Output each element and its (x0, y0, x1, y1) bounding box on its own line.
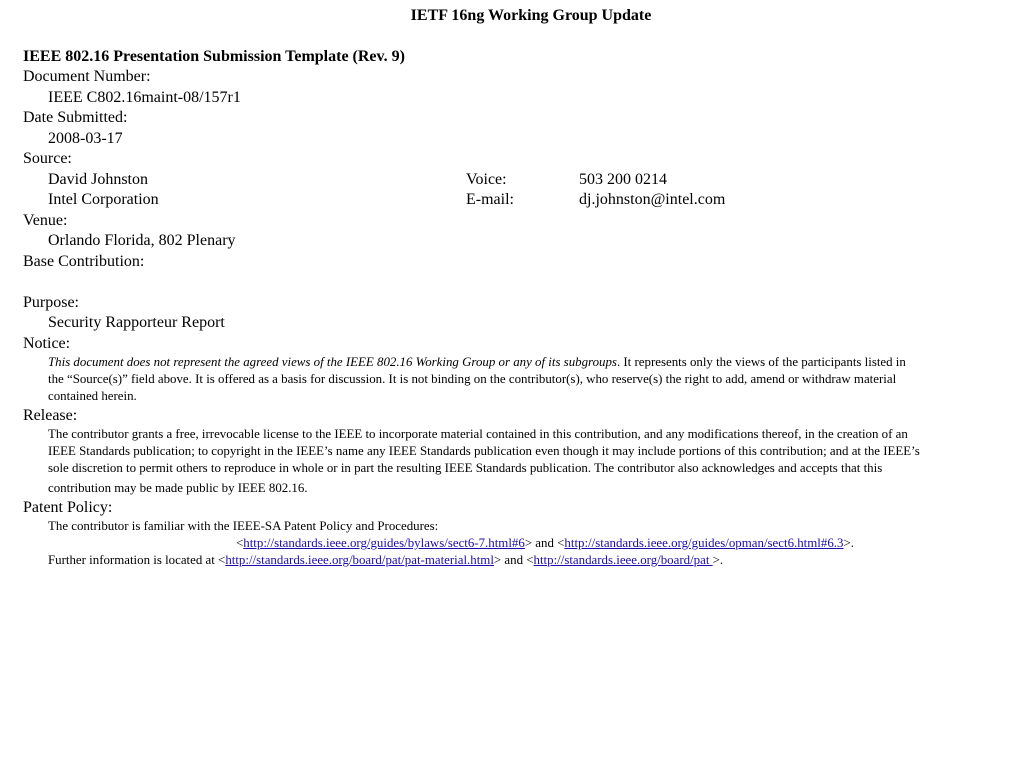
close-period-1: >. (843, 536, 854, 550)
base-contribution-label: Base Contribution: (23, 253, 145, 270)
patent-policy-links-line (236, 535, 854, 552)
and-text-1: > and < (524, 536, 565, 550)
board-pat-link[interactable]: http://standards.ieee.org/board/pat (533, 553, 713, 567)
notice-text-line-3: contained herein. (48, 389, 137, 403)
source-name: David Johnston (48, 171, 148, 188)
open-bracket-1: < (236, 536, 244, 550)
email-label: E-mail: (466, 191, 514, 208)
release-label: Release: (23, 407, 78, 424)
release-line-1: The contributor grants a free, irrevocable license to the IEEE to incorporate material contained in this contribution, and any modifications thereof, in the creation of an (48, 427, 908, 441)
source-organization: Intel Corporation (48, 191, 159, 208)
and-text-2: > and < (493, 553, 534, 567)
venue-value: Orlando Florida, 802 Plenary (48, 232, 236, 249)
document-number-label: Document Number: (23, 68, 151, 85)
pat-material-link[interactable]: http://standards.ieee.org/board/pat/pat-material.html (225, 553, 494, 567)
release-line-2: IEEE Standards publication; to copyright in the IEEE’s name any IEEE Standards publication even though it may include portions of this contribution; and at the IEEE’s (48, 444, 920, 458)
email-value: dj.johnston@intel.com (579, 191, 726, 208)
notice-text-line-2: the “Source(s)” field above. It is offered as a basis for discussion. It is not binding on the contributor(s), who reserve(s) the right to add, amend or withdraw material (48, 372, 897, 386)
notice-label: Notice: (23, 335, 71, 352)
voice-value: 503 200 0214 (579, 171, 667, 188)
further-info-prefix: Further information is located at < (48, 553, 226, 567)
date-submitted-value: 2008-03-17 (48, 130, 123, 147)
release-line-3: sole discretion to permit others to reproduce in whole or in part the resulting IEEE Standards publication. The contributor also acknowledges and accepts that this (48, 461, 883, 475)
opman-link[interactable]: http://standards.ieee.org/guides/opman/sect6.html#6.3 (564, 536, 844, 550)
date-submitted-label: Date Submitted: (23, 109, 128, 126)
bylaws-link[interactable]: http://standards.ieee.org/guides/bylaws/sect6-7.html#6 (243, 536, 525, 550)
close-period-2: >. (712, 553, 724, 567)
venue-label: Venue: (23, 212, 68, 229)
source-label: Source: (23, 150, 72, 167)
purpose-label: Purpose: (23, 294, 79, 311)
notice-line-1 (48, 354, 906, 371)
release-line-4: contribution may be made public by IEEE 802.16. (48, 481, 308, 495)
template-heading: IEEE 802.16 Presentation Submission Template (Rev. 9) (23, 48, 405, 65)
notice-italic-text: This document does not represent the agreed views of the IEEE 802.16 Working Group or any of its subgroups (48, 355, 617, 369)
page-title: IETF 16ng Working Group Update (410, 7, 652, 24)
document-number-value: IEEE C802.16maint-08/157r1 (48, 89, 241, 106)
voice-label: Voice: (466, 171, 507, 188)
patent-policy-label: Patent Policy: (23, 499, 113, 516)
patent-policy-intro: The contributor is familiar with the IEEE-SA Patent Policy and Procedures: (48, 519, 439, 533)
notice-text-line-1: . It represents only the views of the participants listed in (616, 355, 906, 369)
purpose-value: Security Rapporteur Report (48, 314, 225, 331)
further-info-line (48, 552, 723, 569)
